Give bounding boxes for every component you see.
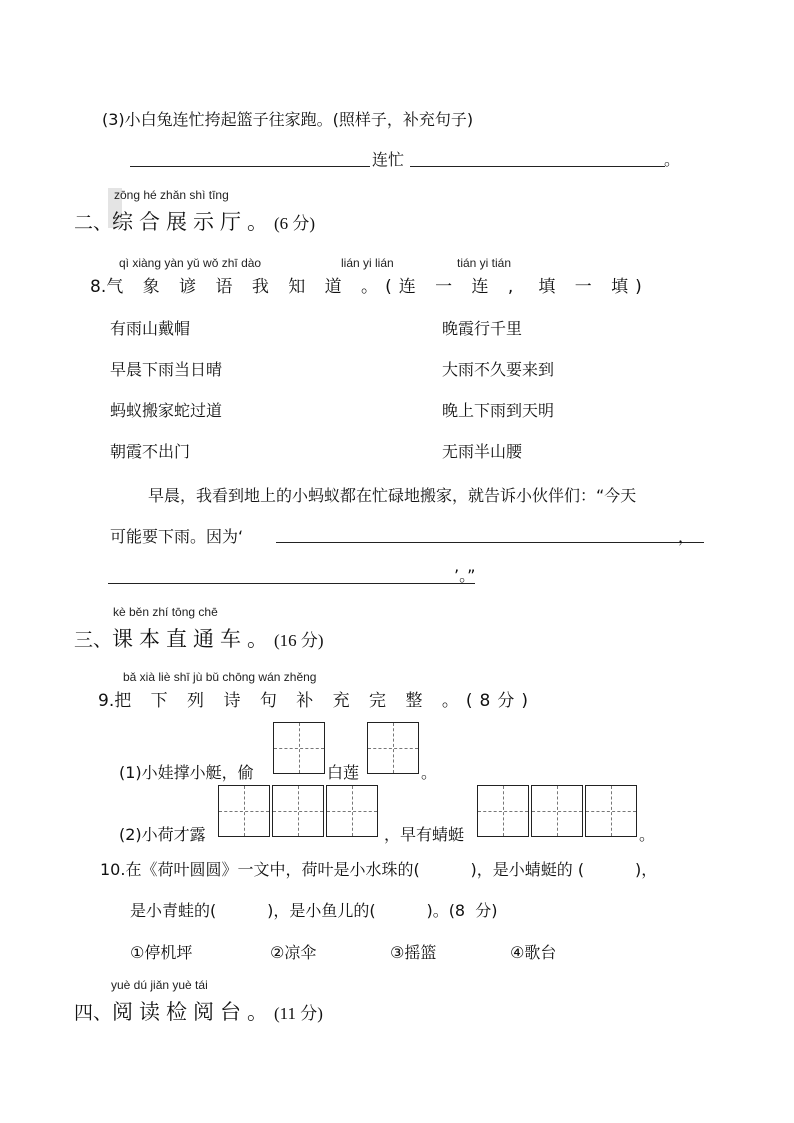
q8-paren-2: 填 一 填) (538, 277, 649, 297)
writing-grid[interactable] (272, 785, 324, 837)
q8-right-item[interactable]: 晚霞行千里 (442, 319, 523, 338)
q8-left-item[interactable]: 朝霞不出门 (110, 442, 191, 461)
writing-grid[interactable] (273, 722, 325, 774)
q8-pinyin-2: lián yi lián (341, 256, 394, 270)
q8-answer-line-2[interactable] (108, 583, 475, 584)
q8-title: 气 象 谚 语 我 知 道 。 (106, 277, 386, 297)
q10-option[interactable]: ④歌台 (510, 943, 557, 962)
writing-grid[interactable] (585, 785, 637, 837)
q8-num: 8. (90, 277, 107, 297)
section3-num: 三、 (74, 629, 113, 651)
q7-3-blank-1[interactable] (130, 166, 370, 167)
q10-line-2: 是小青蛙的( )，是小鱼儿的( )。(8 分) (130, 901, 498, 920)
q7-3-prompt: (3)小白兔连忙挎起篮子往家跑。(照样子，补充句子) (102, 110, 474, 129)
q9-points: (8分) (465, 691, 535, 711)
q10-option[interactable]: ③摇篮 (390, 943, 437, 962)
q8-heading (90, 272, 649, 297)
q9-line2-b: ，早有蜻蜓 (384, 825, 465, 844)
q8-paragraph-1: 早晨，我看到地上的小蚂蚁都在忙碌地搬家，就告诉小伙伴们：“今天 (148, 486, 637, 505)
q8-answer-line-1[interactable] (276, 542, 704, 543)
q8-left-item[interactable]: 有雨山戴帽 (110, 319, 191, 338)
q8-left-item[interactable]: 早晨下雨当日晴 (110, 360, 223, 379)
section4-pinyin: yuè dú jiǎn yuè tái (111, 978, 208, 992)
q8-right-item[interactable]: 大雨不久要来到 (442, 360, 555, 379)
q7-3-word: 连忙 (372, 150, 405, 169)
q8-left-item[interactable]: 蚂蚁搬家蛇过道 (110, 401, 223, 420)
section3-heading (74, 623, 324, 653)
writing-grid[interactable] (477, 785, 529, 837)
section3-pinyin: kè běn zhí tōng chē (113, 605, 218, 619)
section2-points: (6 分) (274, 214, 316, 233)
writing-grid[interactable] (367, 722, 419, 774)
section4-heading (74, 996, 323, 1026)
q9-pinyin: bǎ xià liè shī jù bǔ chōng wán zhěng (123, 670, 317, 684)
q10-option[interactable]: ①停机坪 (130, 943, 193, 962)
writing-grid[interactable] (326, 785, 378, 837)
section2-num: 二、 (74, 212, 113, 234)
q9-line2-end: 。 (639, 825, 656, 844)
q8-paragraph-2: 可能要下雨。因为‘ (110, 527, 244, 546)
q7-3-blank-2[interactable] (410, 166, 665, 167)
section4-num: 四、 (74, 1002, 113, 1024)
q10-option[interactable]: ②凉伞 (270, 943, 317, 962)
q9-title: 把 下 列 诗 句 补 充 完 整 。 (114, 691, 466, 711)
section2-pinyin: zōng hé zhǎn shì tīng (114, 188, 229, 202)
writing-grid[interactable] (218, 785, 270, 837)
section2-heading (74, 206, 315, 236)
q8-comma: ， (678, 527, 695, 546)
q8-paragraph-end: ’。” (454, 566, 476, 585)
section2-title: 综合展示厅。 (112, 210, 275, 234)
q9-line1-b: 白莲 (327, 763, 360, 782)
writing-grid[interactable] (531, 785, 583, 837)
q9-line2-a: (2)小荷才露 (119, 825, 206, 844)
q9-line1-end: 。 (421, 763, 438, 782)
section4-points: (11 分) (274, 1004, 323, 1023)
section4-title: 阅读检阅台。 (112, 1000, 275, 1024)
q8-paren-1: (连 一 连 , (385, 277, 521, 297)
q7-3-end: 。 (664, 150, 681, 169)
q9-num: 9. (98, 691, 115, 711)
q8-pinyin-3: tián yi tián (457, 256, 512, 270)
section3-points: (16 分) (274, 631, 324, 650)
q10-line-1: 10.在《荷叶圆圆》一文中，荷叶是小水珠的( )，是小蜻蜓的 ( )， (100, 860, 658, 879)
q9-heading (98, 686, 535, 711)
q9-line1-a: (1)小娃撑小艇，偷 (119, 763, 254, 782)
q8-pinyin-1: qì xiàng yàn yǔ wǒ zhī dào (119, 256, 262, 270)
section3-title: 课本直通车。 (112, 627, 275, 651)
q8-right-item[interactable]: 无雨半山腰 (442, 442, 523, 461)
q8-right-item[interactable]: 晚上下雨到天明 (442, 401, 555, 420)
